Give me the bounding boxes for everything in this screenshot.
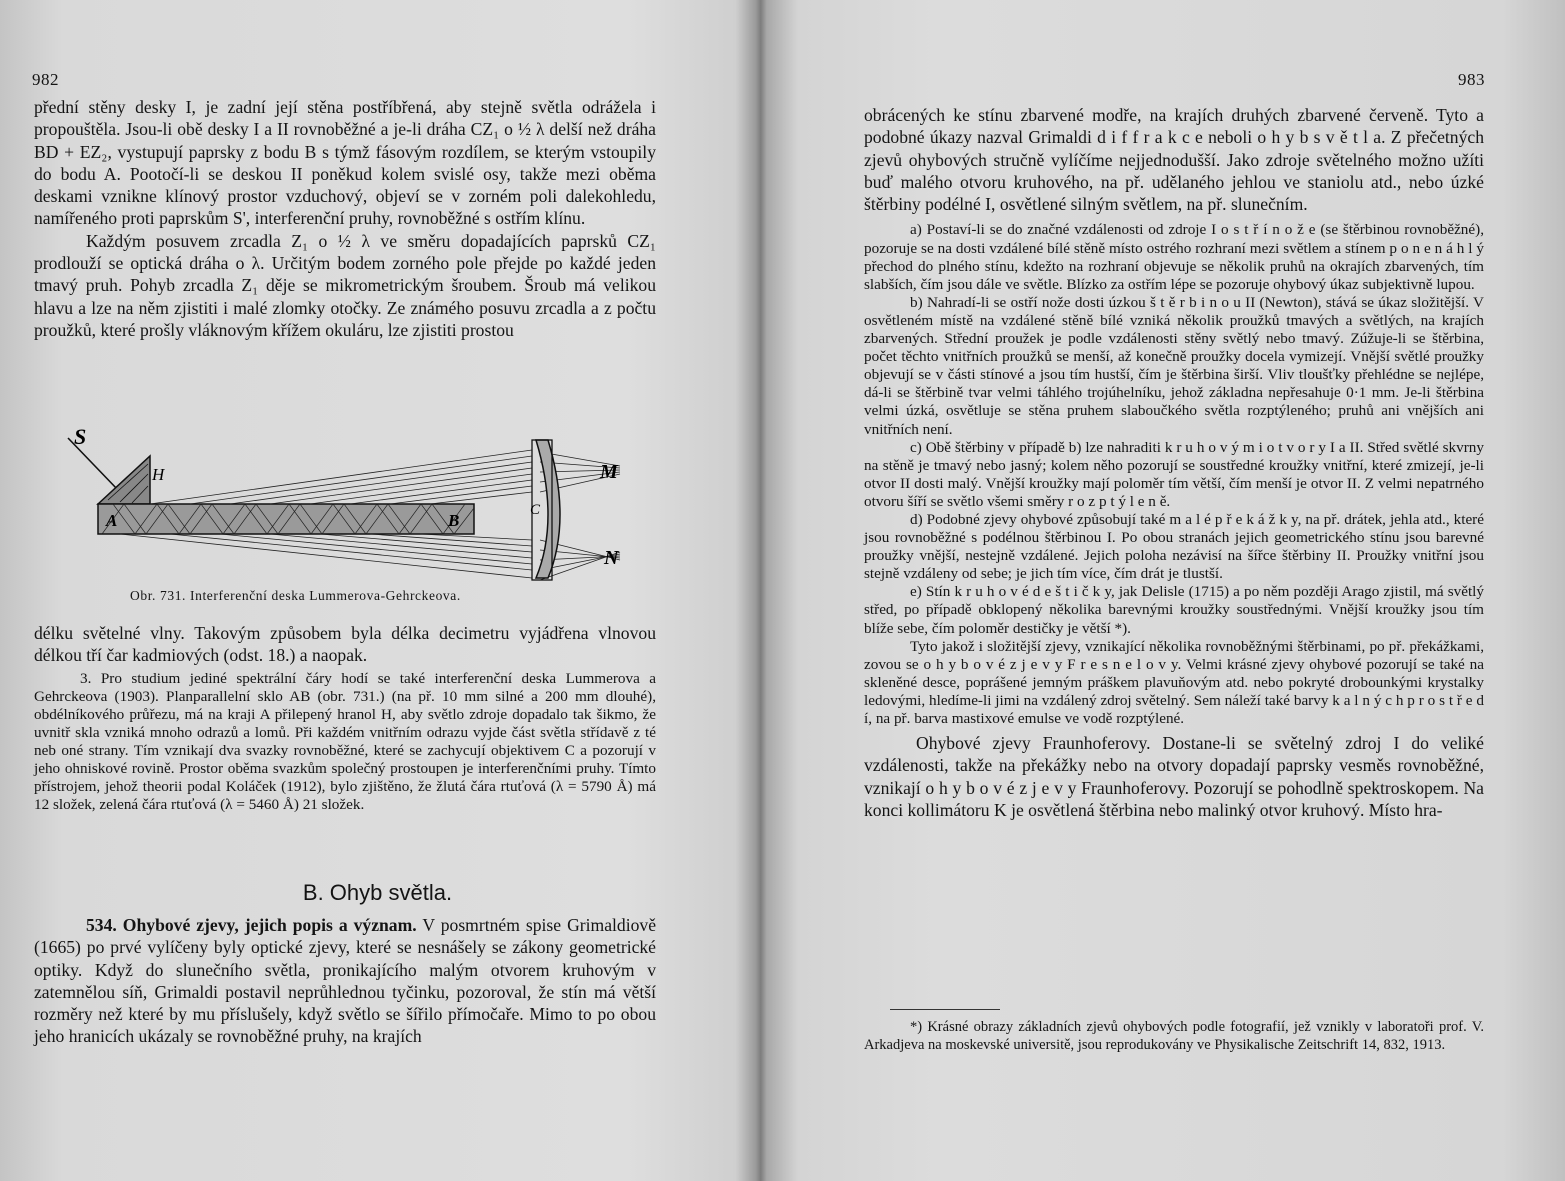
section-title: Ohybové zjevy, jejich popis a význam. — [122, 915, 417, 935]
item-c: c) Obě štěrbiny v případě b) lze nahraditi k r u h o v ý m i o t v o r y I a II. Střed světlé skvrny na stěně je tmavý nebo jasný; kolem něho pozorují se soustředné kroužky vnitřní, které zmizejí, je-li otvor II dosti malý. Vnější kroužky mají poloměr tím větší, čím menší je otvor II. Z velmi nepatrného otvoru šíří se světlo všemi směry r o z p t ý l e n ě. — [864, 438, 1484, 510]
right-paragraph-1: obrácených ke stínu zbarvené modře, na krajích druhých zbarvené červeně. Tyto a podobné úkazy nazval Grimaldi d i f f r a k c e neboli o h y b s v ě t l a. Z přečetných zjevů ohybových stručně vylíčíme nejjednodušší. Jako zdroje světelného možno užíti buď malého otvoru kruhového, na př. udělaného jehlou ve staniolu atd., nebo úzké štěrbiny podélné I, osvětlené silným světlem, na př. slunečním. — [864, 105, 1484, 215]
label-m: M — [600, 461, 618, 483]
left-bottom-text — [34, 914, 656, 1048]
label-b: B — [448, 511, 460, 530]
item-d: d) Podobné zjevy ohybové způsobují také m a l é p ř e k á ž k y, na př. drátek, jehla atd., které jsou rovnoběžné s podélnou štěrbinou I. Po obou stranách jejich geometrického stínu jsou barevné proužky vnější, nestejně vzdálené. Jejich poloha nezávisí na šířce štěrbiny II. Proužky vnitřní jsou stejně vzdáleny od sebe; je jich tím více, čím drát je tlustší. — [864, 510, 1484, 583]
footnote — [864, 1018, 1484, 1054]
left-top-text — [34, 96, 656, 341]
footnote-rule — [890, 1009, 1000, 1010]
left-paragraph-3: délku světelné vlny. Takovým způsobem byla délka decimetru vyjádřena vlnovou délkou tří čar kadmiových (odst. 18.) a naopak. — [34, 623, 656, 666]
left-page — [0, 0, 755, 1181]
left-middle-text — [34, 622, 656, 814]
right-paragraph-2: Tyto jakož i složitější zjevy, vznikající několika rovnoběžnými štěrbinami, po př. překážkami, zovou se o h y b o v é z j e v y F r e s n e l o v y. Velmi krásné zjevy ohybové pozorují se také na skleněné desce, poprášené jemným práškem plavuňovým atd. nebo pokryté drobounkými krystalky ledovými, hledíme-li jimi na vzdálený zdroj světelný. Sem náleží také barvy k a l n ý c h p r o s t ř e d í, na př. barva mastixové emulse ve vodě rozptýlené. — [864, 637, 1484, 728]
section-number: 534. — [86, 915, 117, 935]
label-n: N — [604, 547, 619, 569]
page-number-left: 982 — [32, 70, 59, 89]
left-paragraph-5: V posmrtném spise Grimaldiově (1665) po prvé vylíčeny byly optické zjevy, které se nesnášely se zákony geometrické optiky. Když do slunečního světla, pronikajícího malým otvorem kruhovým v zatemnělou síň, Grimaldi postavil neprůhlednou tyčinku, pozoroval, že stín má větší rozměry než které by mu příslušely, když světlo se šířilo přímočaře. Mimo to po obou jeho hranicích ukázaly se rovnoběžné pruhy, na krajích — [34, 915, 657, 1047]
left-paragraph-1: přední stěny desky I, je zadní její stěna postříbřená, aby stejně světla odrážela i propouštěla. Jsou-li obě desky I a II rovnoběžné a je-li dráha CZ₁ o ½ λ delší než dráha BD + EZ₂, vystupují paprsky z bodu B s týmž fásovým rozdílem, se kterým vstoupily do bodu A. Pootočí-li se deskou II poněkud kolem svislé osy, takže mezi oběma deskami vznikne klínový prostor vzduchový, objeví se v zorném poli dalekohledu, namířeného proti paprskům S', interferenční pruhy, rovnoběžné s ostřím klínu. — [34, 97, 656, 229]
right-top-text — [864, 104, 1484, 821]
figure-caption: Obr. 731. Interferenční deska Lummerova-Gehrckeova. — [130, 588, 461, 603]
item-e: e) Stín k r u h o v é d e š t i č k y, jak Delisle (1715) a po něm později Arago zjistil, má světlý střed, po případě obklopený několika barevnými kroužky soustřednými. Vnější kroužky jsou tím blíže sebe, čím poloměr destičky je větší *). — [864, 583, 1484, 637]
label-c: C — [530, 502, 541, 518]
item-b: b) Nahradí-li se ostří nože dosti úzkou š t ě r b i n o u II (Newton), stává se úkaz složitější. V osvětleném místě na vzdálené stěně bílé vzniká několik proužků tmavých a světlých, na krajích zbarvených. Střední proužek je podle vzdálenosti stěny světlý nebo tmavý. Zúžuje-li se štěrbina, počet těchto vnitřních proužků se menší, až konečně proužky docela vymizejí. Vnější světlé proužky objevují se v části stínové a jsou tím hustší, čím je štěrbina širší. Vliv tloušťky přehlédne se nejlépe, dá-li se štěrbině tvar velmi táhlého trojúhelníku, jehož základna nepřesahuje 0·1 mm. Je-li štěrbina velmi úzká, osvětluje se stěna pruhem slaboučkého světla rozptýleného; pruhů ani vnějších ani vnitřních není. — [864, 293, 1484, 438]
left-paragraph-4: 3. Pro studium jediné spektrální čáry hodí se také interferenční deska Lummerova a Gehrckeova (1903). Planparallelní sklo AB (obr. 731.) (na př. 10 mm silné a 200 mm dlouhé), obdélníkového průřezu, má na kraji A přilepený hranol H, aby světlo zdroje dopadalo tak šikmo, že uvnitř skla vzniká mnoho odrazů a lomů. Při každém vnitřním odrazu vyjde část světla střídavě z té neb oné strany. Tím vznikají dva svazky rovnoběžné, které se zachycují objektivem C a pozorují v jeho ohniskové rovině. Prostor oběma svazkům společný prostoupen je interferenčními pruhy. Tímto přístrojem, jehož theorii podal Koláček (1912), bylo zjištěno, že žlutá čára rtuťová (λ = 5790 Å) má 12 složek, zelená čára rtuťová (λ = 5460 Å) 21 složek. — [34, 669, 656, 814]
section-heading: B. Ohyb světla. — [302, 880, 453, 905]
page-number-right: 983 — [1458, 70, 1485, 89]
label-h: H — [152, 465, 165, 484]
footnote-text: *) Krásné obrazy základních zjevů ohybových podle fotografií, jež vznikly v laboratoři prof. V. Arkadjeva na moskevské universitě, jsou reprodukovány ve Physikalische Zeitschrift 14, 832, 1913. — [864, 1019, 1484, 1053]
right-page — [770, 0, 1565, 1181]
label-s: S — [74, 428, 87, 449]
item-a: a) Postaví-li se do značné vzdálenosti od zdroje I o s t ř í n o ž e (se štěrbinou rovnoběžné), pozoruje se na dosti vzdálené bílé stěně místo ostrého rozhraní mezi světlem a stínem p o n e n á h l ý přechod do plného stínu, kdežto na rozhraní objevuje se několik pruhů na okrajích zbarvených, tím slabších, čím jsou dále ve světle. Blízko za ostřím lépe se pozoruje ohybový úkaz subjektivně lupou. — [864, 221, 1484, 293]
label-a: A — [106, 511, 118, 530]
left-paragraph-2: Každým posuvem zrcadla Z₁ o ½ λ ve směru dopadajících paprsků CZ₁ prodlouží se optická dráha o λ. Určitým bodem zorného pole přejde po každé jeden tmavý pruh. Pohyb zrcadla Z₁ děje se mikrometrickým šroubem. Šroub má velikou hlavu a lze na něm zjistiti i malé zlomky otočky. Ze známého posuvu zrcadla a z počtu proužků, které prošly vláknovým křížem okuláru, lze zjistiti prostou — [34, 230, 656, 340]
right-paragraph-3: Ohybové zjevy Fraunhoferovy. Dostane-li se světelný zdroj I do veliké vzdálenosti, takže na překážky nebo na otvory dopadají paprsky vesměs rovnoběžné, vznikají o h y b o v é z j e v y Fraunhoferovy. Pozorují se pohodlně spektroskopem. Na konci kollimátoru K je osvětlená štěrbina nebo malinký otvor kruhový. Místo hra- — [864, 733, 1484, 820]
section-534-paragraph — [34, 914, 656, 1048]
